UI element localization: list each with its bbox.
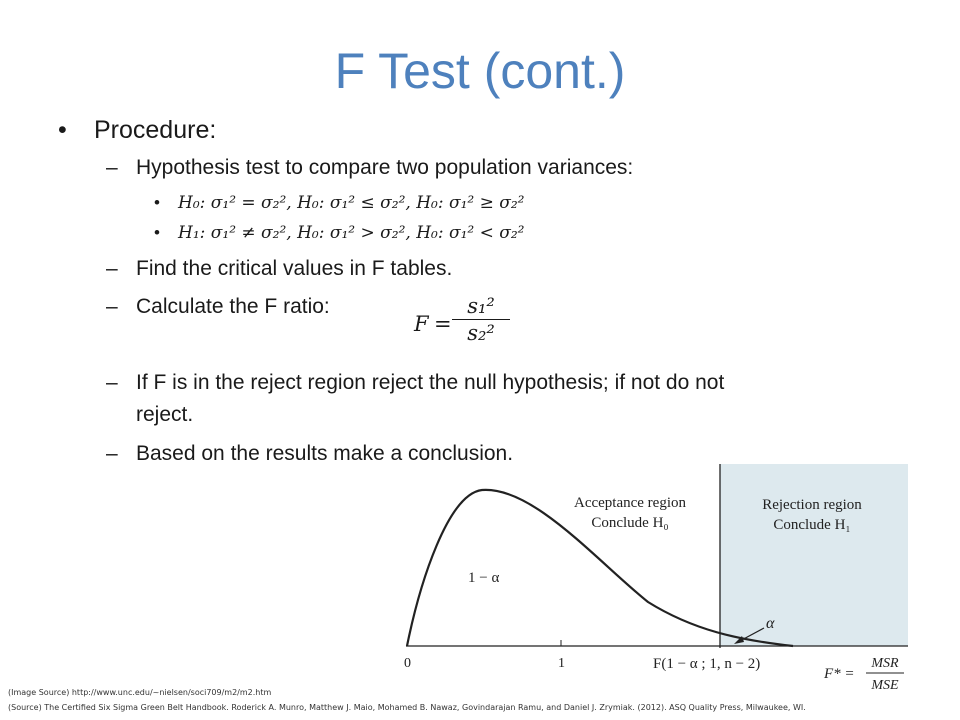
x-origin-label: 0 — [404, 656, 411, 671]
f-distribution-figure — [398, 462, 910, 694]
critical-value-label: F(1 − α ; 1, n − 2) — [653, 656, 761, 672]
step-text-continued: reject. — [136, 403, 194, 426]
source-credit: (Source) The Certified Six Sigma Green Belt Handbook. Roderick A. Munro, Matthew J. Maio, Mohamed B. Nawaz, Govindarajan Ramu, and Daniel J. Zrymiak. (2012). ASQ Quality Press, Milwaukee, WI. — [8, 703, 806, 712]
dash-icon: – — [106, 295, 118, 318]
step-text: Calculate the F ratio: — [136, 295, 330, 318]
f-star-lhs: F* = — [824, 666, 855, 682]
dash-icon: – — [106, 156, 118, 179]
dash-icon: – — [106, 442, 118, 465]
f-star-denominator: MSE — [871, 678, 899, 693]
bullet-icon: • — [58, 116, 67, 144]
one-minus-alpha-label: 1 − α — [468, 570, 500, 586]
formula-lhs: F — [414, 312, 429, 336]
procedure-heading: Procedure: — [94, 116, 217, 144]
rejection-region-shade — [720, 464, 908, 646]
step-text: If F is in the reject region reject the null hypothesis; if not do not — [136, 371, 725, 394]
formula-numerator: s₁² — [467, 294, 495, 318]
dot-icon: • — [154, 193, 160, 212]
image-source-credit: (Image Source) http://www.unc.edu/~nielsen/soci709/m2/m2.htm — [8, 688, 272, 697]
dash-icon: – — [106, 371, 118, 394]
formula-denominator: s₂² — [452, 319, 510, 345]
dash-icon: – — [106, 257, 118, 280]
dot-icon: • — [154, 223, 160, 242]
step-text: Find the critical values in F tables. — [136, 257, 453, 280]
alpha-label: α — [766, 615, 775, 632]
formula-equals: = — [434, 312, 452, 336]
formula-fraction — [452, 294, 510, 345]
f-star-numerator: MSR — [871, 656, 899, 671]
hypothesis-text: H₀: σ₁² = σ₂², H₀: σ₁² ≤ σ₂², H₀: σ₁² ≥ σ₂² — [178, 193, 525, 213]
rejection-region-conclusion: Conclude H₁ — [773, 517, 851, 533]
rejection-region-title: Rejection region — [762, 497, 862, 513]
step-text: Based on the results make a conclusion. — [136, 442, 514, 465]
hypothesis-text: H₁: σ₁² ≠ σ₂², H₀: σ₁² > σ₂², H₀: σ₁² < σ₂² — [178, 223, 525, 243]
x-one-label: 1 — [558, 656, 565, 671]
step-text: Hypothesis test to compare two population variances: — [136, 156, 634, 179]
acceptance-region-title: Acceptance region — [573, 495, 687, 511]
acceptance-region-conclusion: Conclude H₀ — [591, 515, 669, 531]
slide-title: F Test (cont.) — [334, 43, 626, 99]
f-distribution-diagram — [398, 462, 910, 694]
